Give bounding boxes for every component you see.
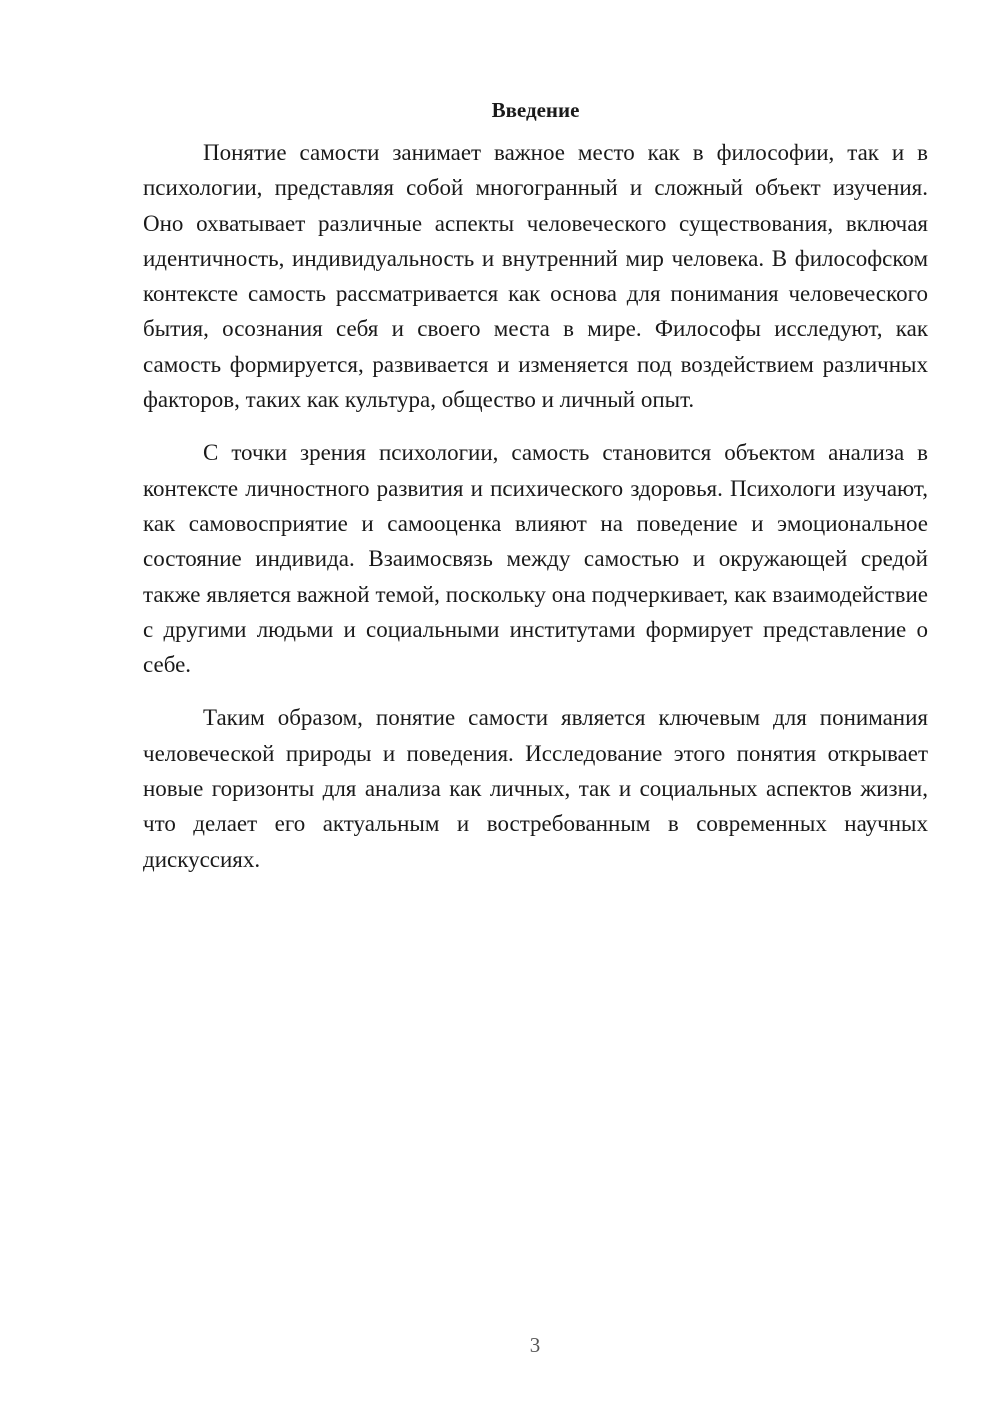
paragraph-2: С точки зрения психологии, самость становится объектом анализа в контексте личностного развития и психического здоровья. Психологи изучают, как самовосприятие и самооценка влияют на поведение и эмоциональное состояние индивида. Взаимосвязь между самостью и окружающей средой также является важной темой, поскольку она подчеркивает, как взаимодействие с другими людьми и социальными институтами формирует представление о себе. <box>143 440 928 678</box>
paragraph-3: Таким образом, понятие самости является ключевым для понимания человеческой природы и поведения. Исследование этого понятия открывает новые горизонты для анализа как личных, так и социальных аспектов жизни, что делает его актуальным и востребованным в современных научных дискуссиях. <box>143 705 928 872</box>
page-number: 3 <box>529 1333 541 1357</box>
section-heading: Введение <box>491 98 580 122</box>
paragraph-1: Понятие самости занимает важное место как в философии, так и в психологии, представляя собой многогранный и сложный объект изучения. Оно охватывает различные аспекты человеческого существования, включая идентичность, индивидуальность и внутренний мир человека. В философском контексте самость рассматривается как основа для понимания человеческого бытия, осознания себя и своего места в мире. Философы исследуют, как самость формируется, развивается и изменяется под воздействием различных факторов, таких как культура, общество и личный опыт. <box>143 140 928 413</box>
page-content <box>143 95 928 877</box>
